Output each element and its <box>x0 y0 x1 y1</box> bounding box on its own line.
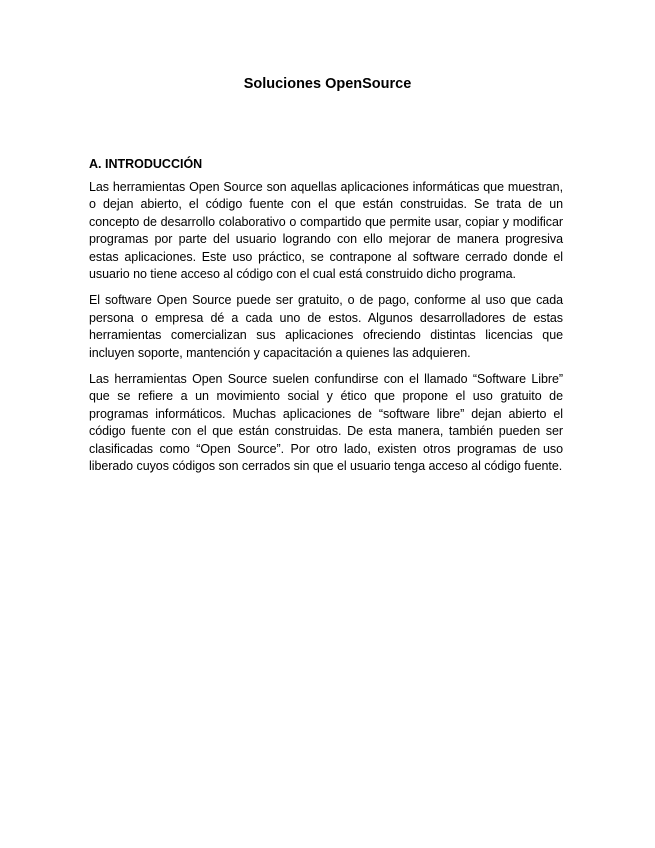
document-title: Soluciones OpenSource <box>243 76 412 92</box>
paragraph-software-libre: Las herramientas Open Source suelen confundirse con el llamado “Software Libre” que se refiere a un movimiento social y ético que propone el uso gratuito de programas informáticos. Muchas aplicaciones de “software libre” dejan abierto el código fuente con el que están construidas. De esta manera, también pueden ser clasificadas como “Open Source”. Por otro lado, existen otros programas de uso liberado cuyos códigos son cerrados sin que el usuario tenga acceso al código fuente. <box>89 372 563 474</box>
section-heading-introduccion: A. INTRODUCCIÓN <box>89 157 203 171</box>
paragraph-open-source-definition: Las herramientas Open Source son aquellas aplicaciones informáticas que muestran, o dejan abierto, el código fuente con el que están construidas. Se trata de un concepto de desarrollo colaborativo o compartido que permite usar, copiar y modificar programas por parte del usuario logrando con ello mejorar de manera progresiva estas aplicaciones. Este uso práctico, se contrapone al software cerrado donde el usuario no tiene acceso al código con el cual está construido dicho programa. <box>89 180 563 282</box>
document-body <box>89 156 563 485</box>
paragraph-open-source-pricing: El software Open Source puede ser gratuito, o de pago, conforme al uso que cada persona o empresa dé a cada uno de estos. Algunos desarrolladores de estas herramientas comercializan sus aplicaciones ofreciendo distintas licencias que incluyen soporte, mantención y capacitación a quienes las adquieren. <box>89 293 563 360</box>
